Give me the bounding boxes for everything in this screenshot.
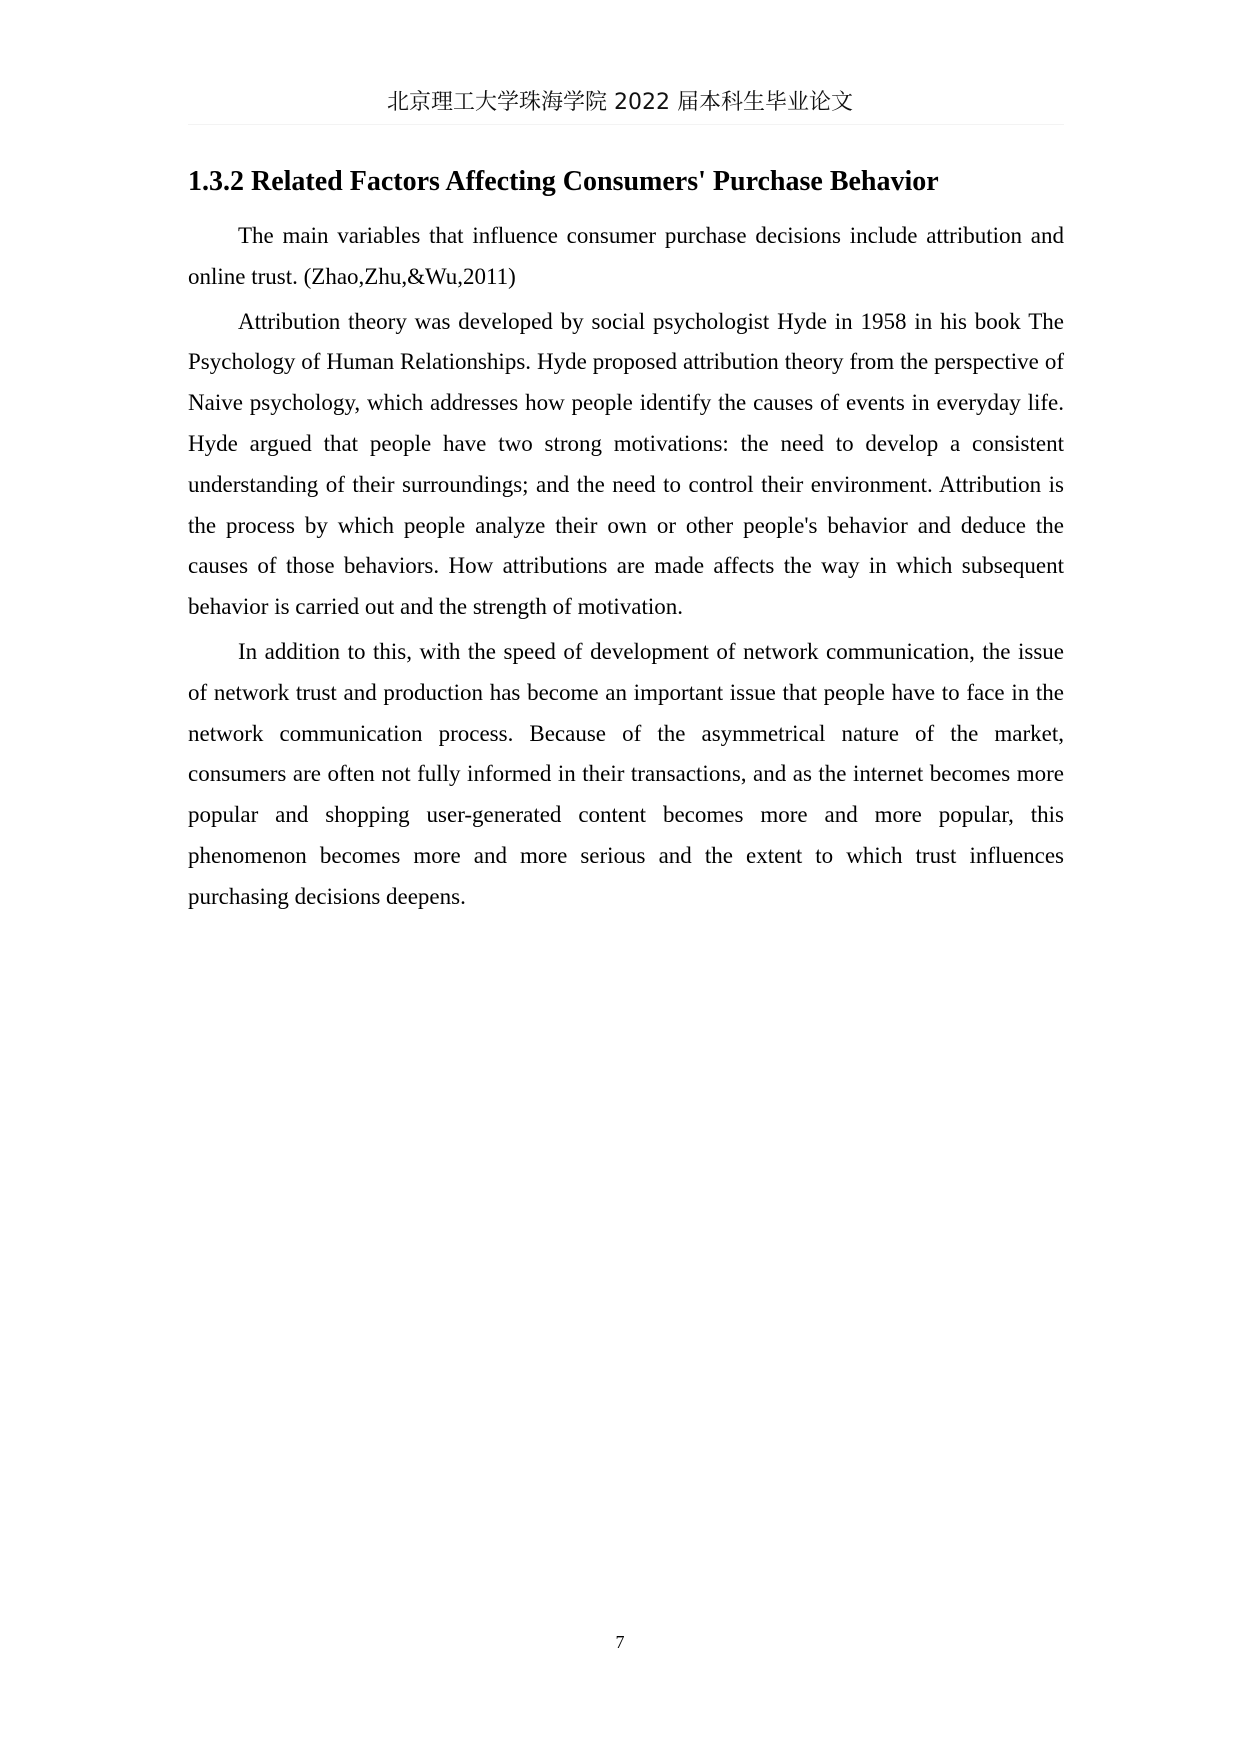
section-body	[188, 216, 1064, 922]
page-number: 7	[615, 1632, 625, 1652]
header-divider	[188, 124, 1064, 125]
paragraph: In addition to this, with the speed of development of network communication, the issue of network trust and production has become an important issue that people have to face in the network communication process. Because of the asymmetrical nature of the market, consumers are often not fully informed in their transactions, and as the internet becomes more popular and shopping user-generated content becomes more and more popular, this phenomenon becomes more and more serious and the extent to which trust influences purchasing decisions deepens.	[188, 638, 1064, 909]
paragraph: Attribution theory was developed by social psychologist Hyde in 1958 in his book The Psychology of Human Relationships. Hyde proposed attribution theory from the perspective of Naive psychology, which addresses how people identify the causes of events in everyday life. Hyde argued that people have two strong motivations: the need to develop a consistent understanding of their surroundings; and the need to control their environment. Attribution is the process by which people analyze their own or other people's behavior and deduce the causes of those behaviors. How attributions are made affects the way in which subsequent behavior is carried out and the strength of motivation.	[188, 308, 1064, 620]
paragraph: The main variables that influence consumer purchase decisions include attribution and online trust. (Zhao,Zhu,&Wu,2011)	[188, 223, 1064, 289]
section-heading: 1.3.2 Related Factors Affecting Consumers' Purchase Behavior	[188, 166, 939, 197]
page-header: 北京理工大学珠海学院 2022 届本科生毕业论文	[387, 90, 853, 115]
